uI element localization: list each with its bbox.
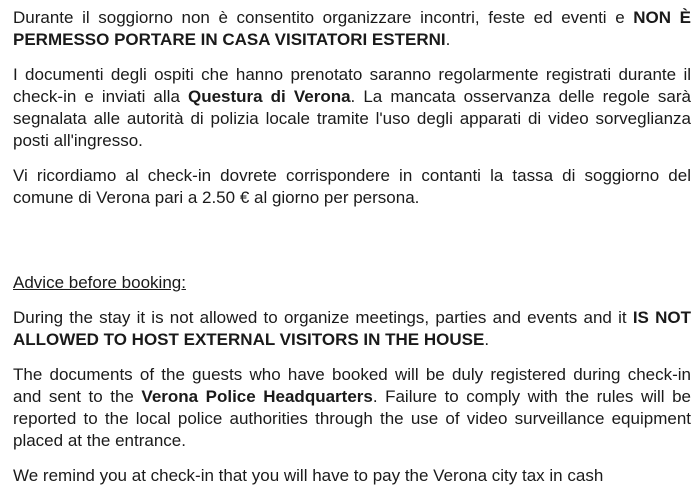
english-paragraph-documents xyxy=(13,364,691,452)
document-body xyxy=(13,7,691,487)
english-visitors-bold: IS NOT ALLOWED TO HOST EXTERNAL VISITORS IN THE HOUSE xyxy=(13,308,691,349)
english-documents-text: The documents of the guests who have booked will be duly registered during check-in and sent to the xyxy=(13,365,691,406)
italian-visitors-bold: NON È PERMESSO PORTARE IN CASA VISITATORI ESTERNI xyxy=(13,8,691,49)
italian-documents-end: . La mancata osservanza delle regole sarà segnalata alle autorità di polizia locale tramite l'uso degli apparati di video sorveglianza posti all'ingresso. xyxy=(13,87,691,150)
english-paragraph-tax xyxy=(13,465,691,487)
english-visitors-end: . xyxy=(484,330,490,349)
english-tax-text: We remind you at check-in that you will have to pay the Verona city tax in cash xyxy=(13,466,604,485)
english-documents-end: . Failure to comply with the rules will be reported to the local police authorities through the use of video surveillance equipment placed at the entrance. xyxy=(13,387,691,450)
english-visitors-text: During the stay it is not allowed to organize meetings, parties and events and it xyxy=(13,308,633,327)
italian-paragraph-documents xyxy=(13,64,691,152)
italian-paragraph-visitors xyxy=(13,7,691,51)
italian-documents-bold: Questura di Verona xyxy=(187,87,351,106)
italian-documents-text: I documenti degli ospiti che hanno prenotato saranno regolarmente registrati durante il check-in e inviati alla xyxy=(13,65,691,106)
english-documents-bold: Verona Police Headquarters xyxy=(141,387,373,406)
italian-visitors-text: Durante il soggiorno non è consentito organizzare incontri, feste ed eventi e xyxy=(13,8,634,27)
italian-tax-text: Vi ricordiamo al check-in dovrete corrispondere in contanti la tassa di soggiorno del comune di Verona pari a 2.50 € al giorno per persona. xyxy=(13,166,691,207)
italian-visitors-end: . xyxy=(445,30,451,49)
english-heading: Advice before booking: xyxy=(13,273,186,292)
english-paragraph-visitors xyxy=(13,307,691,351)
section-spacer xyxy=(13,222,691,272)
italian-paragraph-tax xyxy=(13,165,691,209)
